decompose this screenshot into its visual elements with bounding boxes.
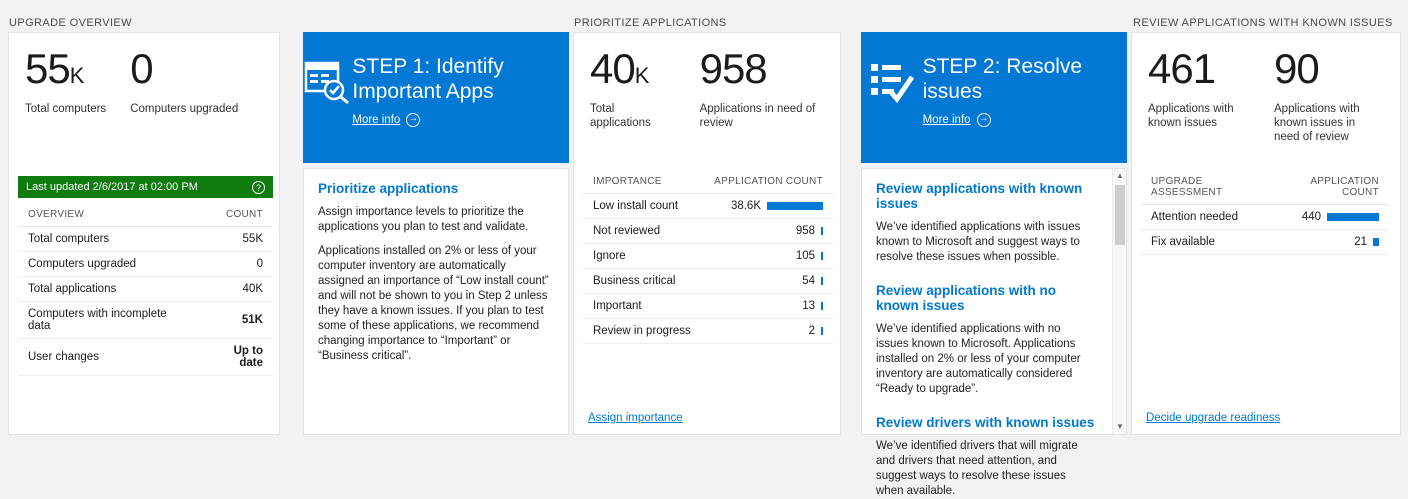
table-row[interactable] [18,277,273,302]
stat-total-computers [25,47,130,116]
row-label: User changes [18,339,198,376]
stat-value: 90 [1274,45,1319,92]
stat-value: 40K [590,45,649,92]
identify-apps-icon [303,32,352,104]
stat-total-applications [590,47,700,130]
section-label-upgrade-overview: UPGRADE OVERVIEW [9,17,132,29]
applications-card [573,32,841,435]
importance-table [583,170,833,344]
importance-table-wrapper [583,170,833,344]
stat-value: 461 [1148,45,1216,92]
table-row[interactable] [1141,205,1389,230]
count-bar [821,252,823,260]
prioritize-paragraph-2: Applications installed on 2% or less of your computer inventory are automatically assigned an importance of “Low install count” and will not be shown to you in Step 2 unless they have a known issues. If you plan to test some of these applications, we recommend changing importance to “Important” or “Business critical”. [318,245,549,362]
row-label: Low install count [583,194,702,219]
stat-caption: Total applications [590,103,651,129]
more-info-label: More info [922,114,971,126]
last-updated-text: Last updated 2/6/2017 at 02:00 PM [26,181,198,193]
row-count: 2 [702,319,833,344]
table-row[interactable] [18,227,273,252]
review-heading-2[interactable]: Review applications with no known issues [876,283,1057,313]
step1-title: STEP 1: Identify Important Apps [352,55,504,103]
row-count: 13 [702,294,833,319]
table-row[interactable] [18,302,273,339]
count-bar [821,277,823,285]
assign-importance-link[interactable]: Assign importance [588,412,683,424]
row-label: Computers upgraded [18,252,198,277]
stat-value: 0 [130,45,153,92]
arrow-right-icon [406,113,420,127]
overview-table-wrapper [18,203,273,376]
row-count: 38.6K [702,194,833,219]
overview-card [8,32,280,435]
row-count: 40K [198,277,273,302]
row-count: 105 [702,244,833,269]
row-label: Computers with incomplete data [18,302,198,339]
row-count: 21 [1270,230,1389,255]
applications-stats [574,33,840,130]
stat-apps-need-review [700,47,840,130]
resolve-issues-icon [861,32,923,104]
review-heading-3[interactable]: Review drivers with known issues [876,415,1095,430]
section-label-review-known-issues: REVIEW APPLICATIONS WITH KNOWN ISSUES [1133,17,1393,29]
review-heading-1[interactable]: Review applications with known issues [876,181,1083,211]
table-row[interactable] [1141,230,1389,255]
prioritize-heading: Prioritize applications [318,181,459,196]
count-bar [821,327,823,335]
table-row[interactable] [18,252,273,277]
review-text-2: We’ve identified applications with no issues known to Microsoft. Applications installed on 2% or less of your computer inventory are automatically considered “Ready to upgrade”. [876,323,1081,395]
table-row[interactable] [583,319,833,344]
overview-table [18,203,273,376]
arrow-right-icon [977,113,991,127]
row-label: Not reviewed [583,219,702,244]
review-issues-card [861,168,1127,497]
table-row[interactable] [18,339,273,376]
column-header-count: COUNT [198,203,273,227]
count-bar [767,202,823,210]
known-stats [1132,33,1400,144]
more-info-label: More info [352,114,401,126]
stat-value: 958 [699,45,767,92]
stat-computers-upgraded [130,47,262,116]
review-text-3: We’ve identified drivers that will migrate and drivers that need attention, and suggest ways to resolve these issues when available. [876,440,1078,497]
column-header-importance: IMPORTANCE [583,170,702,194]
decide-upgrade-readiness-link[interactable]: Decide upgrade readiness [1146,412,1281,424]
row-count: 55K [198,227,273,252]
count-bar [821,227,823,235]
step2-more-info-link[interactable] [923,113,991,127]
prioritize-applications-card [303,168,569,435]
row-label: Important [583,294,702,319]
stat-known-issues-need-review [1274,47,1400,144]
step2-banner [861,32,1127,163]
stat-apps-with-known-issues [1148,47,1274,144]
count-bar [1373,238,1379,246]
step2-title: STEP 2: Resolve issues [922,55,1083,103]
column-header-application-count: APPLICATION COUNT [702,170,833,194]
column-header-application-count: APPLICATION COUNT [1270,170,1389,205]
review-scrollbar[interactable] [1112,169,1126,434]
row-label: Total applications [18,277,198,302]
overview-stats [9,33,279,116]
count-bar [821,302,823,310]
stat-caption: Computers upgraded [130,103,239,115]
table-row[interactable] [583,269,833,294]
step1-banner [303,32,569,163]
table-row[interactable] [583,219,833,244]
prioritize-paragraph-1: Assign importance levels to prioritize the applications you plan to test and validate. [318,206,529,233]
section-label-prioritize-applications: PRIORITIZE APPLICATIONS [574,17,727,29]
step1-more-info-link[interactable] [352,113,420,127]
row-label: Total computers [18,227,198,252]
row-count: 958 [702,219,833,244]
row-label: Business critical [583,269,702,294]
assessment-table-wrapper [1141,170,1389,255]
table-header-row [583,170,833,194]
stat-caption: Applications with known issues in need of review [1274,103,1360,143]
row-count: 51K [198,302,273,339]
row-count: 440 [1270,205,1389,230]
row-label: Fix available [1141,230,1270,255]
row-label: Ignore [583,244,702,269]
scroll-up-icon[interactable]: ▲ [1116,171,1124,180]
column-header-overview: OVERVIEW [18,203,198,227]
stat-caption: Applications with known issues [1148,103,1234,129]
known-issues-card [1131,32,1401,435]
help-icon[interactable]: ? [252,181,265,194]
last-updated-bar [18,176,273,198]
count-bar [1327,213,1379,221]
stat-caption: Applications in need of review [699,103,816,129]
table-row[interactable] [583,194,833,219]
scroll-down-icon[interactable]: ▼ [1116,422,1124,431]
column-header-upgrade-assessment: UPGRADE ASSESSMENT [1141,170,1270,205]
assessment-table [1141,170,1389,255]
step1-text [352,32,569,128]
step2-text [923,32,1127,128]
table-row[interactable] [583,244,833,269]
scroll-thumb[interactable] [1115,185,1125,245]
row-count: Up to date [198,339,273,376]
row-count: 0 [198,252,273,277]
review-text-1: We’ve identified applications with issues known to Microsoft and suggest ways to resolve these issues when possible. [876,221,1081,263]
row-label: Attention needed [1141,205,1270,230]
stat-value: 55K [25,45,84,92]
table-header-row [18,203,273,227]
row-label: Review in progress [583,319,702,344]
table-row[interactable] [583,294,833,319]
table-header-row [1141,170,1389,205]
row-count: 54 [702,269,833,294]
stat-caption: Total computers [25,103,107,115]
